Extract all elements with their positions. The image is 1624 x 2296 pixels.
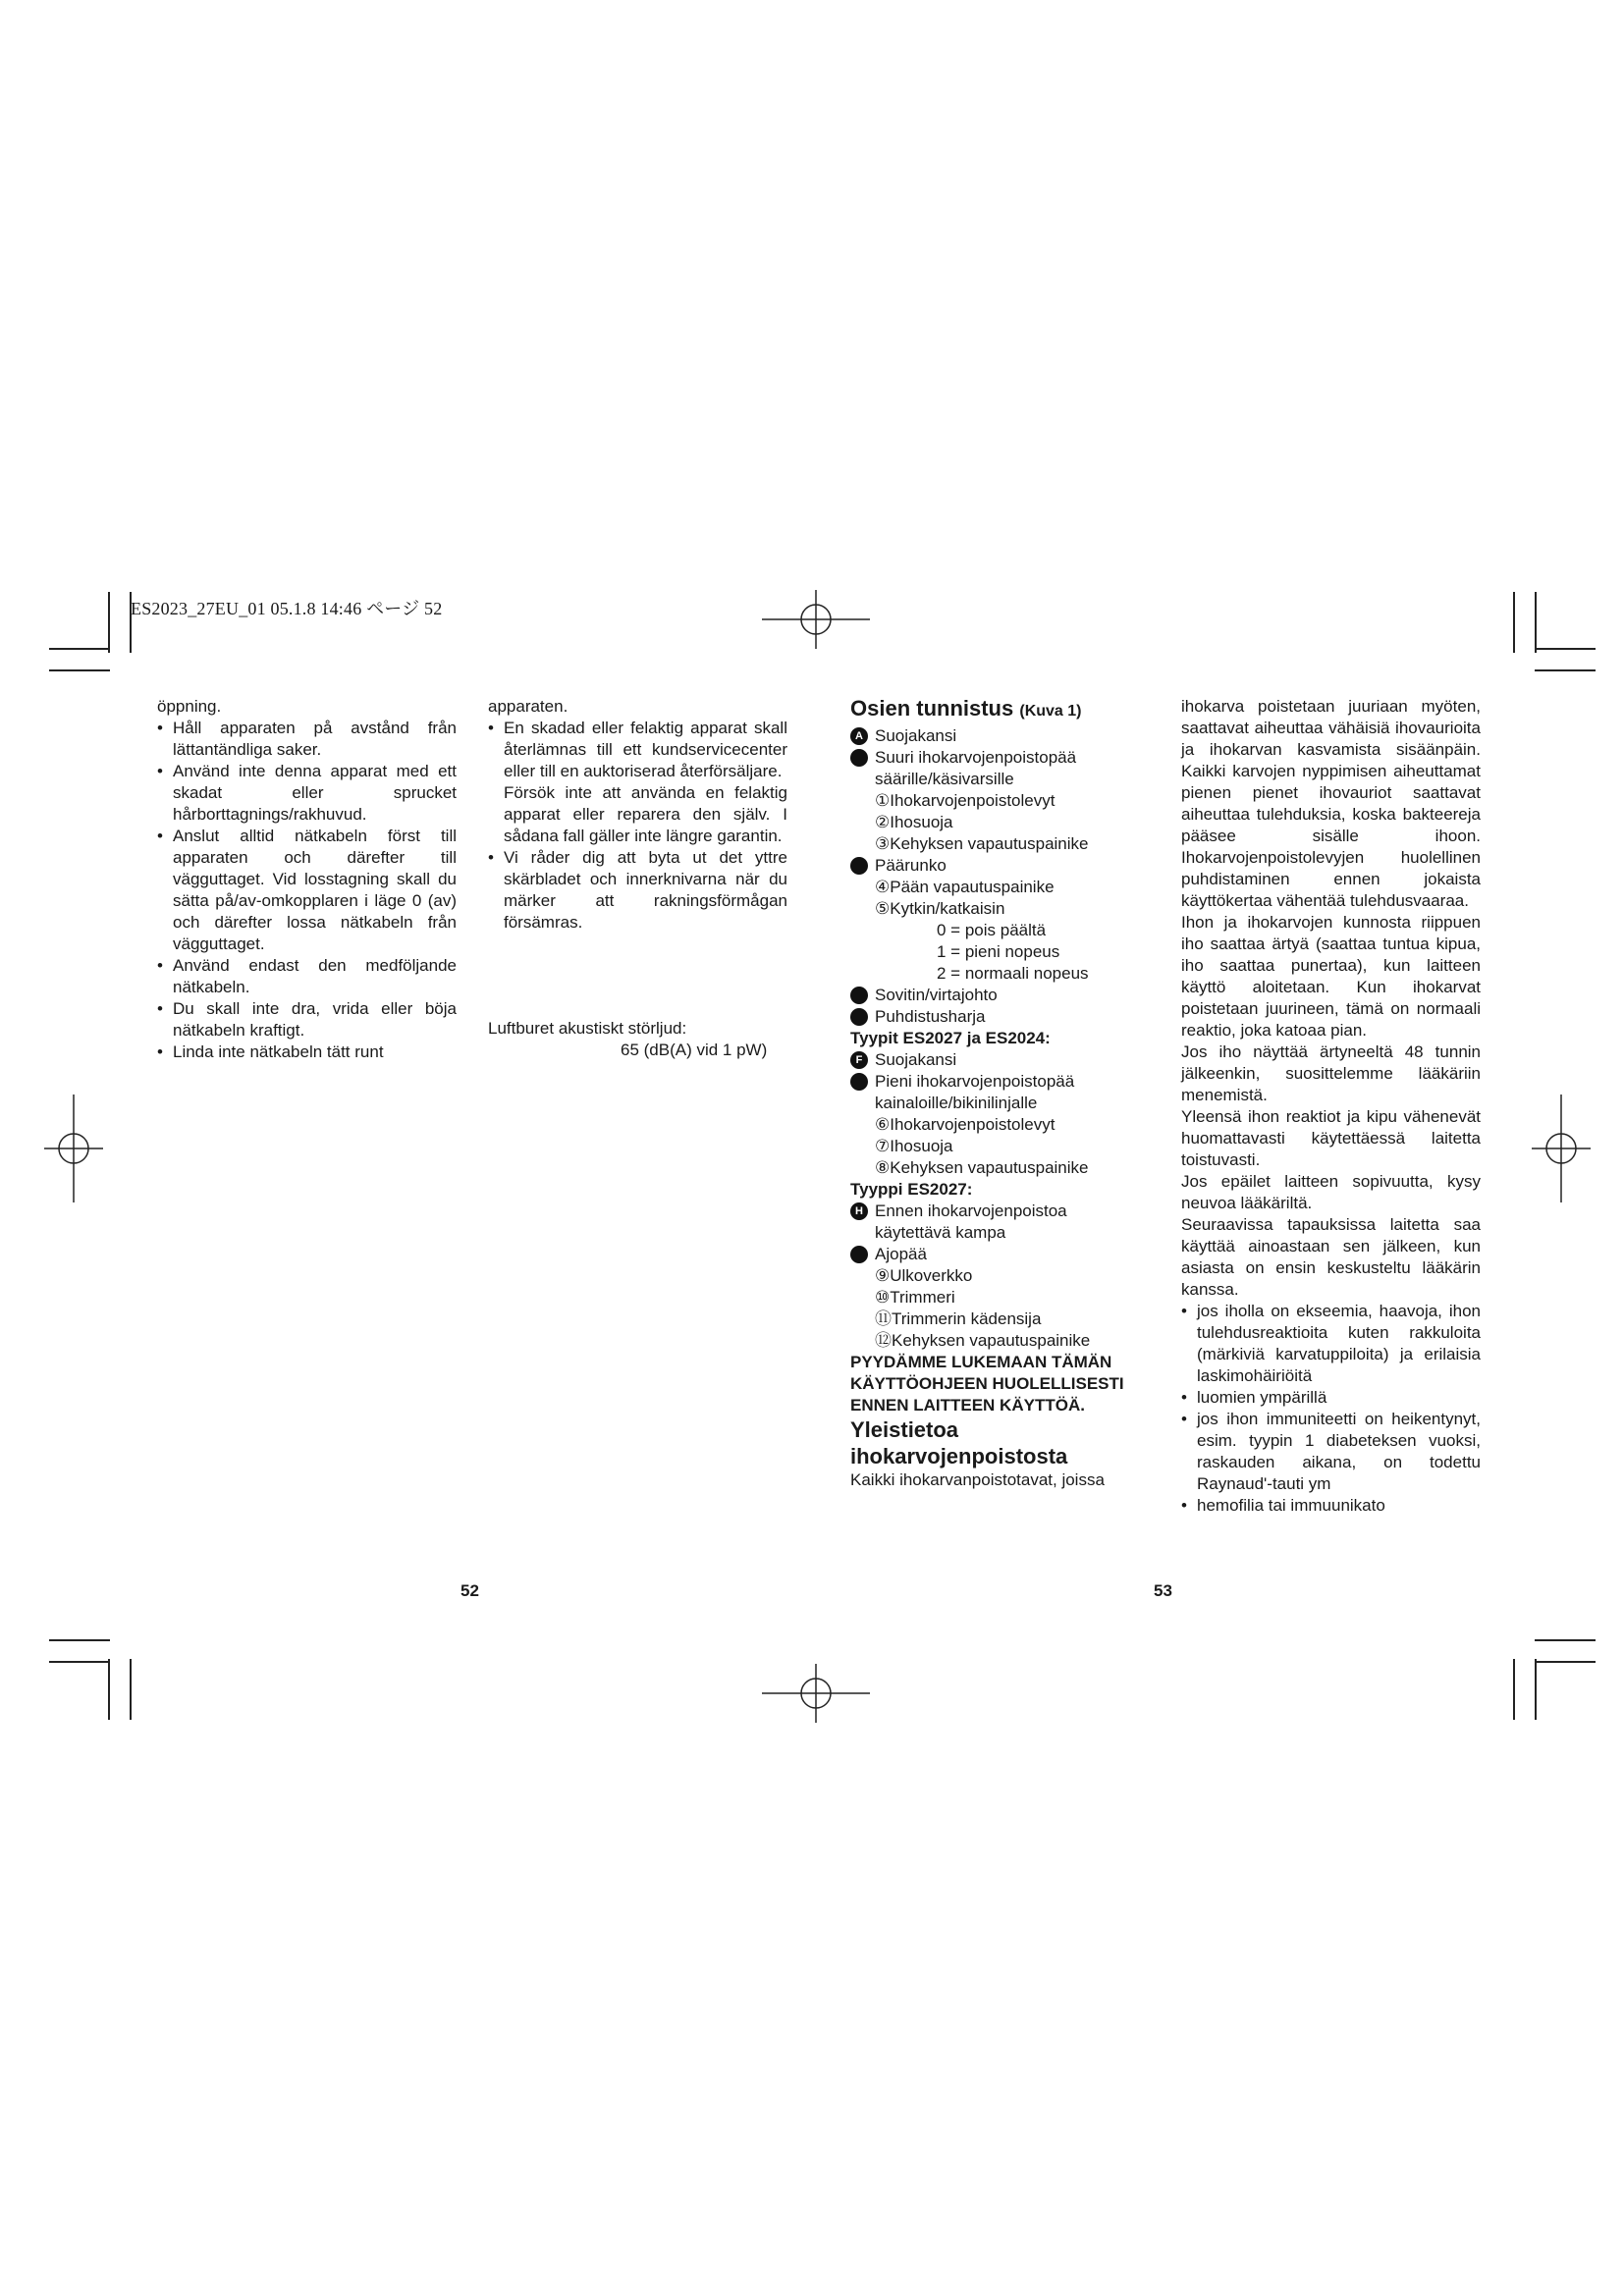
part-label: Päärunko: [875, 856, 947, 875]
speed-option: 0 = pois päältä: [937, 921, 1047, 939]
part-label: Puhdistusharja: [875, 1007, 986, 1026]
part-item: [850, 725, 1131, 747]
paragraph: ihokarva poistetaan juuriaan myöten, saattavat aiheuttaa vähäisiä ihovaurioita ja ihokarvan kasvamista sisäänpäin. Kaikki karvojen nyppimisen aiheuttamat pienen pienet ihovauriot saattavat aiheuttaa tulehduksia, koska bakteereja pääsee sisälle ihoon. Ihokarvojenpoistolevyjen huolellinen puhdistaminen ennen jokaista käyttökertaa vähentää tulehdusvaaraa.: [1181, 697, 1481, 910]
column-3: [850, 695, 1131, 1491]
part-marker-icon: [850, 987, 868, 1004]
paragraph: Försök inte att använda en felaktig apparat eller reparera den själv. I sådana fall gäller inte längre garantin.: [504, 783, 787, 845]
crop-mark: [108, 592, 110, 653]
sub-part-item: ⑦Ihosuoja: [875, 1137, 953, 1155]
part-marker-icon: [850, 1073, 868, 1091]
sub-part-item: ⑨Ulkoverkko: [875, 1266, 973, 1285]
part-item: [850, 747, 1131, 790]
column-1: [157, 696, 457, 1063]
bullet-item: • Använd inte denna apparat med ett skadat eller sprucket hårborttagnings/rakhuvud.: [157, 761, 457, 826]
crop-mark: [1535, 1639, 1596, 1641]
crop-mark: [1535, 1659, 1537, 1720]
parts-group-1-sub: [850, 790, 1131, 855]
bullet-item: • jos ihon immuniteetti on heikentynyt, esim. tyypin 1 diabeteksen vuoksi, raskauden aikana, on todettu Raynaud'-tauti ym: [1181, 1409, 1481, 1495]
part-item: [850, 1071, 1131, 1114]
crop-mark: [49, 1639, 110, 1641]
part-label: Sovitin/virtajohto: [875, 986, 998, 1004]
sub-part-item: ⑥Ihokarvojenpoistolevyt: [875, 1115, 1056, 1134]
speed-list: [850, 920, 1131, 985]
part-marker-icon: [850, 857, 868, 875]
bullet-item: • Vi råder dig att byta ut det yttre skärbladet och innerknivarna när du märker att rakningsförmågan försämras.: [488, 847, 787, 934]
paragraph: Jos epäilet laitteen sopivuutta, kysy neuvoa lääkäriltä.: [1181, 1172, 1481, 1212]
sub-part-item: ⑪Trimmerin kädensija: [875, 1309, 1042, 1328]
part-label: Ennen ihokarvojenpoistoa käytettävä kampa: [875, 1201, 1067, 1242]
crop-mark: [49, 669, 110, 671]
bullet-item: • Anslut alltid nätkabeln först till apparaten och därefter till vägguttaget. Vid losstagning skall du sätta på/av-omkopplaren i läge 0 (av) och därefter lossa nätkabeln från vägguttaget.: [157, 826, 457, 955]
page-number-right: 53: [1154, 1581, 1172, 1600]
crop-mark: [1535, 592, 1537, 653]
crop-mark: [1535, 1661, 1596, 1663]
crop-mark: [130, 1659, 132, 1720]
bullet-item: • En skadad eller felaktig apparat skall återlämnas till ett kundservicecenter eller till en auktoriserad återförsäljare.: [488, 718, 787, 782]
types-heading: Tyypit ES2027 ja ES2024:: [850, 1029, 1051, 1047]
part-marker-icon: [850, 1246, 868, 1263]
speed-option: 1 = pieni nopeus: [937, 942, 1060, 961]
noise-label: Luftburet akustiskt störljud:: [488, 1019, 687, 1038]
registration-mark-bottom: [762, 1664, 870, 1723]
page-number-left: 52: [460, 1581, 479, 1600]
part-item: [850, 1244, 1131, 1265]
parts-group-5-sub: [850, 1265, 1131, 1352]
general-text: Kaikki ihokarvanpoistotavat, joissa: [850, 1470, 1105, 1489]
column-2: [488, 696, 787, 934]
registration-mark-right: [1532, 1095, 1591, 1202]
part-item: [850, 1201, 1131, 1244]
part-label: Suuri ihokarvojenpoistopää säärille/käsivarsille: [875, 748, 1077, 788]
type-heading: Tyyppi ES2027:: [850, 1180, 973, 1199]
part-marker-icon: [850, 1008, 868, 1026]
paragraph: öppning.: [157, 697, 222, 716]
parts-group-5: [850, 1201, 1131, 1265]
parts-group-4: [850, 1049, 1131, 1114]
crop-mark: [1535, 669, 1596, 671]
paragraph: Seuraavissa tapauksissa laitetta saa käyttää ainoastaan sen jälkeen, kun asiasta on ensin keskusteltu lääkärin kanssa.: [1181, 1215, 1481, 1299]
crop-mark: [49, 1661, 110, 1663]
sub-part-item: ④Pään vapautuspainike: [875, 878, 1055, 896]
bullet-item: • Linda inte nätkabeln tätt runt: [157, 1041, 457, 1063]
bullet-item: • jos iholla on ekseemia, haavoja, ihon tulehdusreaktioita kuten rakkuloita (märkiviä karvatuppiloita) ja erilaisia laskimohäiriöitä: [1181, 1301, 1481, 1387]
sub-part-item: ⑩Trimmeri: [875, 1288, 955, 1307]
part-marker-icon: F: [850, 1051, 868, 1069]
registration-mark-top: [762, 590, 870, 649]
parts-group-4-sub: [850, 1114, 1131, 1179]
speed-option: 2 = normaali nopeus: [937, 964, 1089, 983]
column-4: [1181, 696, 1481, 1517]
sub-part-item: ⑧Kehyksen vapautuspainike: [875, 1158, 1089, 1177]
part-label: Pieni ihokarvojenpoistopää kainaloille/bikinilinjalle: [875, 1072, 1075, 1112]
sub-part-item: ②Ihosuoja: [875, 813, 953, 831]
part-label: Suojakansi: [875, 1050, 957, 1069]
general-title: Yleistietoa ihokarvojenpoistosta: [850, 1417, 1068, 1468]
section-title-parts: Osien tunnistus (Kuva 1): [850, 696, 1082, 721]
part-item: [850, 855, 1131, 877]
part-marker-icon: A: [850, 727, 868, 745]
part-item: [850, 1006, 1131, 1028]
bullet-item: • Håll apparaten på avstånd från lättantändliga saker.: [157, 718, 457, 761]
part-marker-icon: H: [850, 1202, 868, 1220]
paragraph: Jos iho näyttää ärtyneeltä 48 tunnin jälkeenkin, suosittelemme lääkäriin menemistä.: [1181, 1042, 1481, 1104]
crop-mark: [1513, 1659, 1515, 1720]
sub-part-item: ⑤Kytkin/katkaisin: [875, 899, 1005, 918]
part-item: [850, 985, 1131, 1006]
paragraph: apparaten.: [488, 697, 568, 716]
part-label: Ajopää: [875, 1245, 927, 1263]
parts-group-1: [850, 725, 1131, 790]
parts-group-2: [850, 855, 1131, 877]
warning-text: PYYDÄMME LUKEMAAN TÄMÄN KÄYTTÖOHJEEN HUOLELLISESTI ENNEN LAITTEEN KÄYTTÖÄ.: [850, 1353, 1124, 1415]
paragraph: Yleensä ihon reaktiot ja kipu vähenevät huomattavasti käytettäessä laitetta toistuvasti.: [1181, 1107, 1481, 1169]
sub-part-item: ⑫Kehyksen vapautuspainike: [875, 1331, 1091, 1350]
print-header: ES2023_27EU_01 05.1.8 14:46 ページ 52: [131, 599, 443, 618]
bullet-item: • luomien ympärillä: [1181, 1387, 1481, 1409]
parts-group-3: [850, 985, 1131, 1028]
part-marker-icon: [850, 749, 868, 767]
bullet-item: • Använd endast den medföljande nätkabeln.: [157, 955, 457, 998]
bullet-item: • Du skall inte dra, vrida eller böja nätkabeln kraftigt.: [157, 998, 457, 1041]
parts-group-2-sub: [850, 877, 1131, 920]
crop-mark: [1513, 592, 1515, 653]
sub-part-item: ①Ihokarvojenpoistolevyt: [875, 791, 1056, 810]
crop-mark: [49, 648, 110, 650]
part-item: [850, 1049, 1131, 1071]
sub-part-item: ③Kehyksen vapautuspainike: [875, 834, 1089, 853]
part-label: Suojakansi: [875, 726, 957, 745]
paragraph: Ihon ja ihokarvojen kunnosta riippuen iho saattaa ärtyä (saattaa tuntua kipua, iho saattaa punertaa), kun laitteen käyttö aloitetaan. Kun ihokarvat poistetaan juurineen, tämä on normaali reaktio, joka katoaa pian.: [1181, 913, 1481, 1040]
registration-mark-left: [44, 1095, 103, 1202]
crop-mark: [1535, 648, 1596, 650]
bullet-item: • hemofilia tai immuunikato: [1181, 1495, 1481, 1517]
crop-mark: [108, 1659, 110, 1720]
noise-value: 65 (dB(A) vid 1 pW): [621, 1041, 768, 1059]
